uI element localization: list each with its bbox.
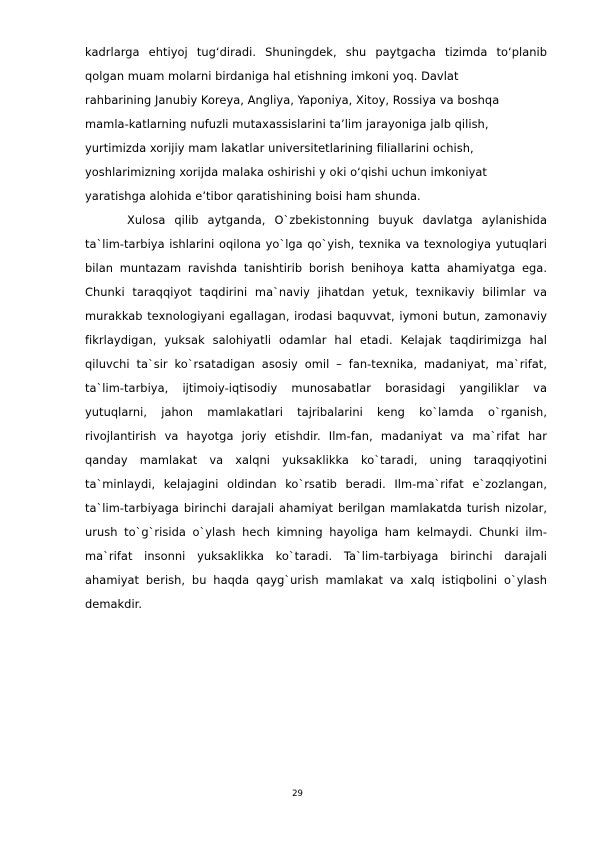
body-text — [85, 40, 547, 616]
paragraph-1-line: rahbarining Janubiy Koreya, Angliya, Yaponiya, Xitoy, Rossiya va boshqa — [85, 93, 500, 107]
page-number: 29 — [292, 789, 303, 799]
paragraph-1-line: qolgan muam molarni birdaniga hal etishning imkoni yoq. Davlat — [85, 69, 459, 83]
paragraph-1-line: yurtimizda xorijiy mam lakatlar universitetlarining filiallarini ochish, — [85, 141, 474, 155]
paragraph-1-first-line: kadrlarga ehtiyoj tug‘diradi. Shuningdek, shu paytgacha tizimda to‘planib — [85, 45, 547, 59]
paragraph-1-line: mamla-katlarning nufuzli mutaxassislarini ta’lim jarayoniga jalb qilish, — [85, 117, 489, 131]
paragraph-1-line: yaratishga alohida e’tibor qaratishining boisi ham shunda. — [85, 189, 421, 203]
paragraph-1-line: yoshlarimizning xorijda malaka oshirishi y oki o‘qishi uchun imkoniyat — [85, 165, 487, 179]
paragraph-2: Xulosa qilib aytganda, O`zbekistonning buyuk davlatga aylanishida ta`lim-tarbiya ishlarini oqilona yo`lga qo`yish, texnika va texnologiya yutuqlari bilan muntazam ravishda tanishtirib borish benihoya katta ahamiyatga ega. Chunki taraqqiyot taqdirini ma`naviy jihatdan yetuk, texnikaviy bilimlar va murakkab texnologiyani egallagan, irodasi baquvvat, iymoni butun, zamonaviy fikrlaydigan, yuksak salohiyatli odamlar hal etadi. Kelajak taqdirimizga hal qiluvchi ta`sir ko`rsatadigan asosiy omil – fan-texnika, madaniyat, ma`rifat, ta`lim-tarbiya, ijtimoiy-iqtisodiy munosabatlar borasidagi yangiliklar va yutuqlarni, jahon mamlakatlari tajribalarini keng ko`lamda o`rganish, rivojlantirish va hayotga joriy etishdir. Ilm-fan, madaniyat va ma`rifat har qanday mamlakat va xalqni yuksaklikka ko`taradi, uning taraqqiyotini ta`minlaydi, kelajagini oldindan ko`rsatib beradi. Ilm-ma`rifat e`zozlangan, ta`lim-tarbiyaga birinchi darajali ahamiyat berilgan mamlakatda turish nizolar, urush to`g`risida o`ylash hech kimning hayoliga ham kelmaydi. Chunki ilm-ma`rifat insonni yuksaklikka ko`taradi. Ta`lim-tarbiyaga birinchi darajali ahamiyat berish, bu haqda qayg`urish mamlakat va xalq istiqbolini o`ylash demakdir. — [85, 213, 547, 611]
